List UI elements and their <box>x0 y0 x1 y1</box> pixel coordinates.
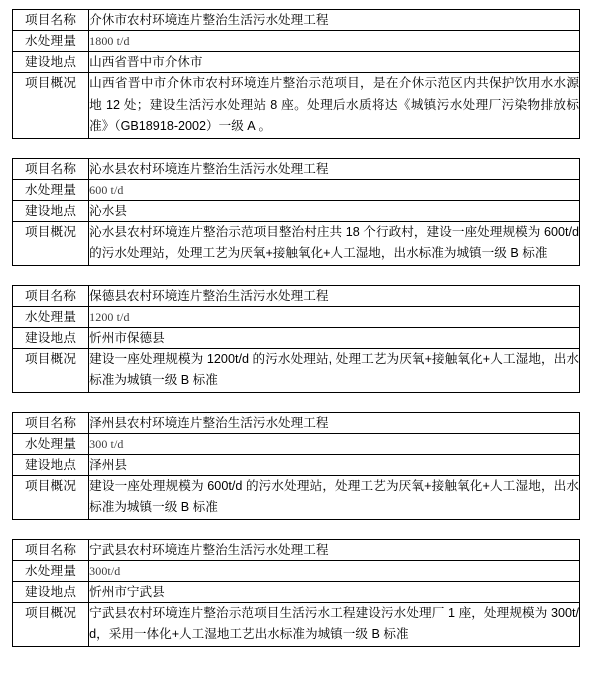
value-project-name: 保德县农村环境连片整治生活污水处理工程 <box>89 285 580 306</box>
label-project-name: 项目名称 <box>13 158 89 179</box>
label-location: 建设地点 <box>13 327 89 348</box>
value-capacity: 600 t/d <box>89 179 580 200</box>
label-project-name: 项目名称 <box>13 539 89 560</box>
table-row <box>13 348 580 392</box>
table-row <box>13 475 580 519</box>
label-location: 建设地点 <box>13 581 89 602</box>
table-row <box>13 306 580 327</box>
table-row <box>13 433 580 454</box>
table-row <box>13 285 580 306</box>
label-project-name: 项目名称 <box>13 10 89 31</box>
value-location: 山西省晋中市介休市 <box>89 52 580 73</box>
table-row <box>13 581 580 602</box>
value-overview: 沁水县农村环境连片整治示范项目整治村庄共 18 个行政村，建设一座处理规模为 600t/d 的污水处理站，处理工艺为厌氧+接触氧化+人工湿地，出水标准为城镇一级 B 标准 <box>89 221 580 265</box>
value-location: 沁水县 <box>89 200 580 221</box>
value-capacity: 300t/d <box>89 560 580 581</box>
label-capacity: 水处理量 <box>13 560 89 581</box>
value-overview: 建设一座处理规模为 600t/d 的污水处理站，处理工艺为厌氧+接触氧化+人工湿地，出水标准为城镇一级 B 标准 <box>89 475 580 519</box>
label-location: 建设地点 <box>13 454 89 475</box>
value-capacity: 1800 t/d <box>89 31 580 52</box>
label-overview: 项目概况 <box>13 348 89 392</box>
value-overview: 建设一座处理规模为 1200t/d 的污水处理站, 处理工艺为厌氧+接触氧化+人工湿地，出水标准为城镇一级 B 标准 <box>89 348 580 392</box>
value-project-name: 泽州县农村环境连片整治生活污水处理工程 <box>89 412 580 433</box>
table-row <box>13 602 580 646</box>
table-row <box>13 52 580 73</box>
project-table <box>12 9 580 139</box>
table-row <box>13 31 580 52</box>
value-location: 忻州市宁武县 <box>89 581 580 602</box>
label-capacity: 水处理量 <box>13 306 89 327</box>
table-row <box>13 454 580 475</box>
label-location: 建设地点 <box>13 52 89 73</box>
table-row <box>13 73 580 139</box>
project-table <box>12 285 580 393</box>
value-project-name: 沁水县农村环境连片整治生活污水处理工程 <box>89 158 580 179</box>
label-capacity: 水处理量 <box>13 179 89 200</box>
value-location: 忻州市保德县 <box>89 327 580 348</box>
label-capacity: 水处理量 <box>13 31 89 52</box>
label-project-name: 项目名称 <box>13 285 89 306</box>
value-capacity: 300 t/d <box>89 433 580 454</box>
table-row <box>13 10 580 31</box>
project-table <box>12 412 580 520</box>
label-overview: 项目概况 <box>13 475 89 519</box>
table-row <box>13 560 580 581</box>
value-location: 泽州县 <box>89 454 580 475</box>
table-row <box>13 200 580 221</box>
label-location: 建设地点 <box>13 200 89 221</box>
value-overview: 宁武县农村环境连片整治示范项目生活污水工程建设污水处理厂 1 座，处理规模为 300t/d，采用一体化+人工湿地工艺出水标准为城镇一级 B 标准 <box>89 602 580 646</box>
table-row <box>13 179 580 200</box>
label-project-name: 项目名称 <box>13 412 89 433</box>
table-row <box>13 158 580 179</box>
value-project-name: 介休市农村环境连片整治生活污水处理工程 <box>89 10 580 31</box>
label-overview: 项目概况 <box>13 602 89 646</box>
label-overview: 项目概况 <box>13 221 89 265</box>
table-row <box>13 327 580 348</box>
value-capacity: 1200 t/d <box>89 306 580 327</box>
label-overview: 项目概况 <box>13 73 89 139</box>
table-row <box>13 221 580 265</box>
project-table <box>12 539 580 647</box>
label-capacity: 水处理量 <box>13 433 89 454</box>
table-row <box>13 539 580 560</box>
value-overview: 山西省晋中市介休市农村环境连片整治示范项目，是在介休示范区内共保护饮用水水源地 12 处；建设生活污水处理站 8 座。处理后水质将达《城镇污水处理厂污染物排放标准》（GB18918-2002）一级 A 。 <box>89 73 580 139</box>
project-table <box>12 158 580 266</box>
value-project-name: 宁武县农村环境连片整治生活污水处理工程 <box>89 539 580 560</box>
table-row <box>13 412 580 433</box>
